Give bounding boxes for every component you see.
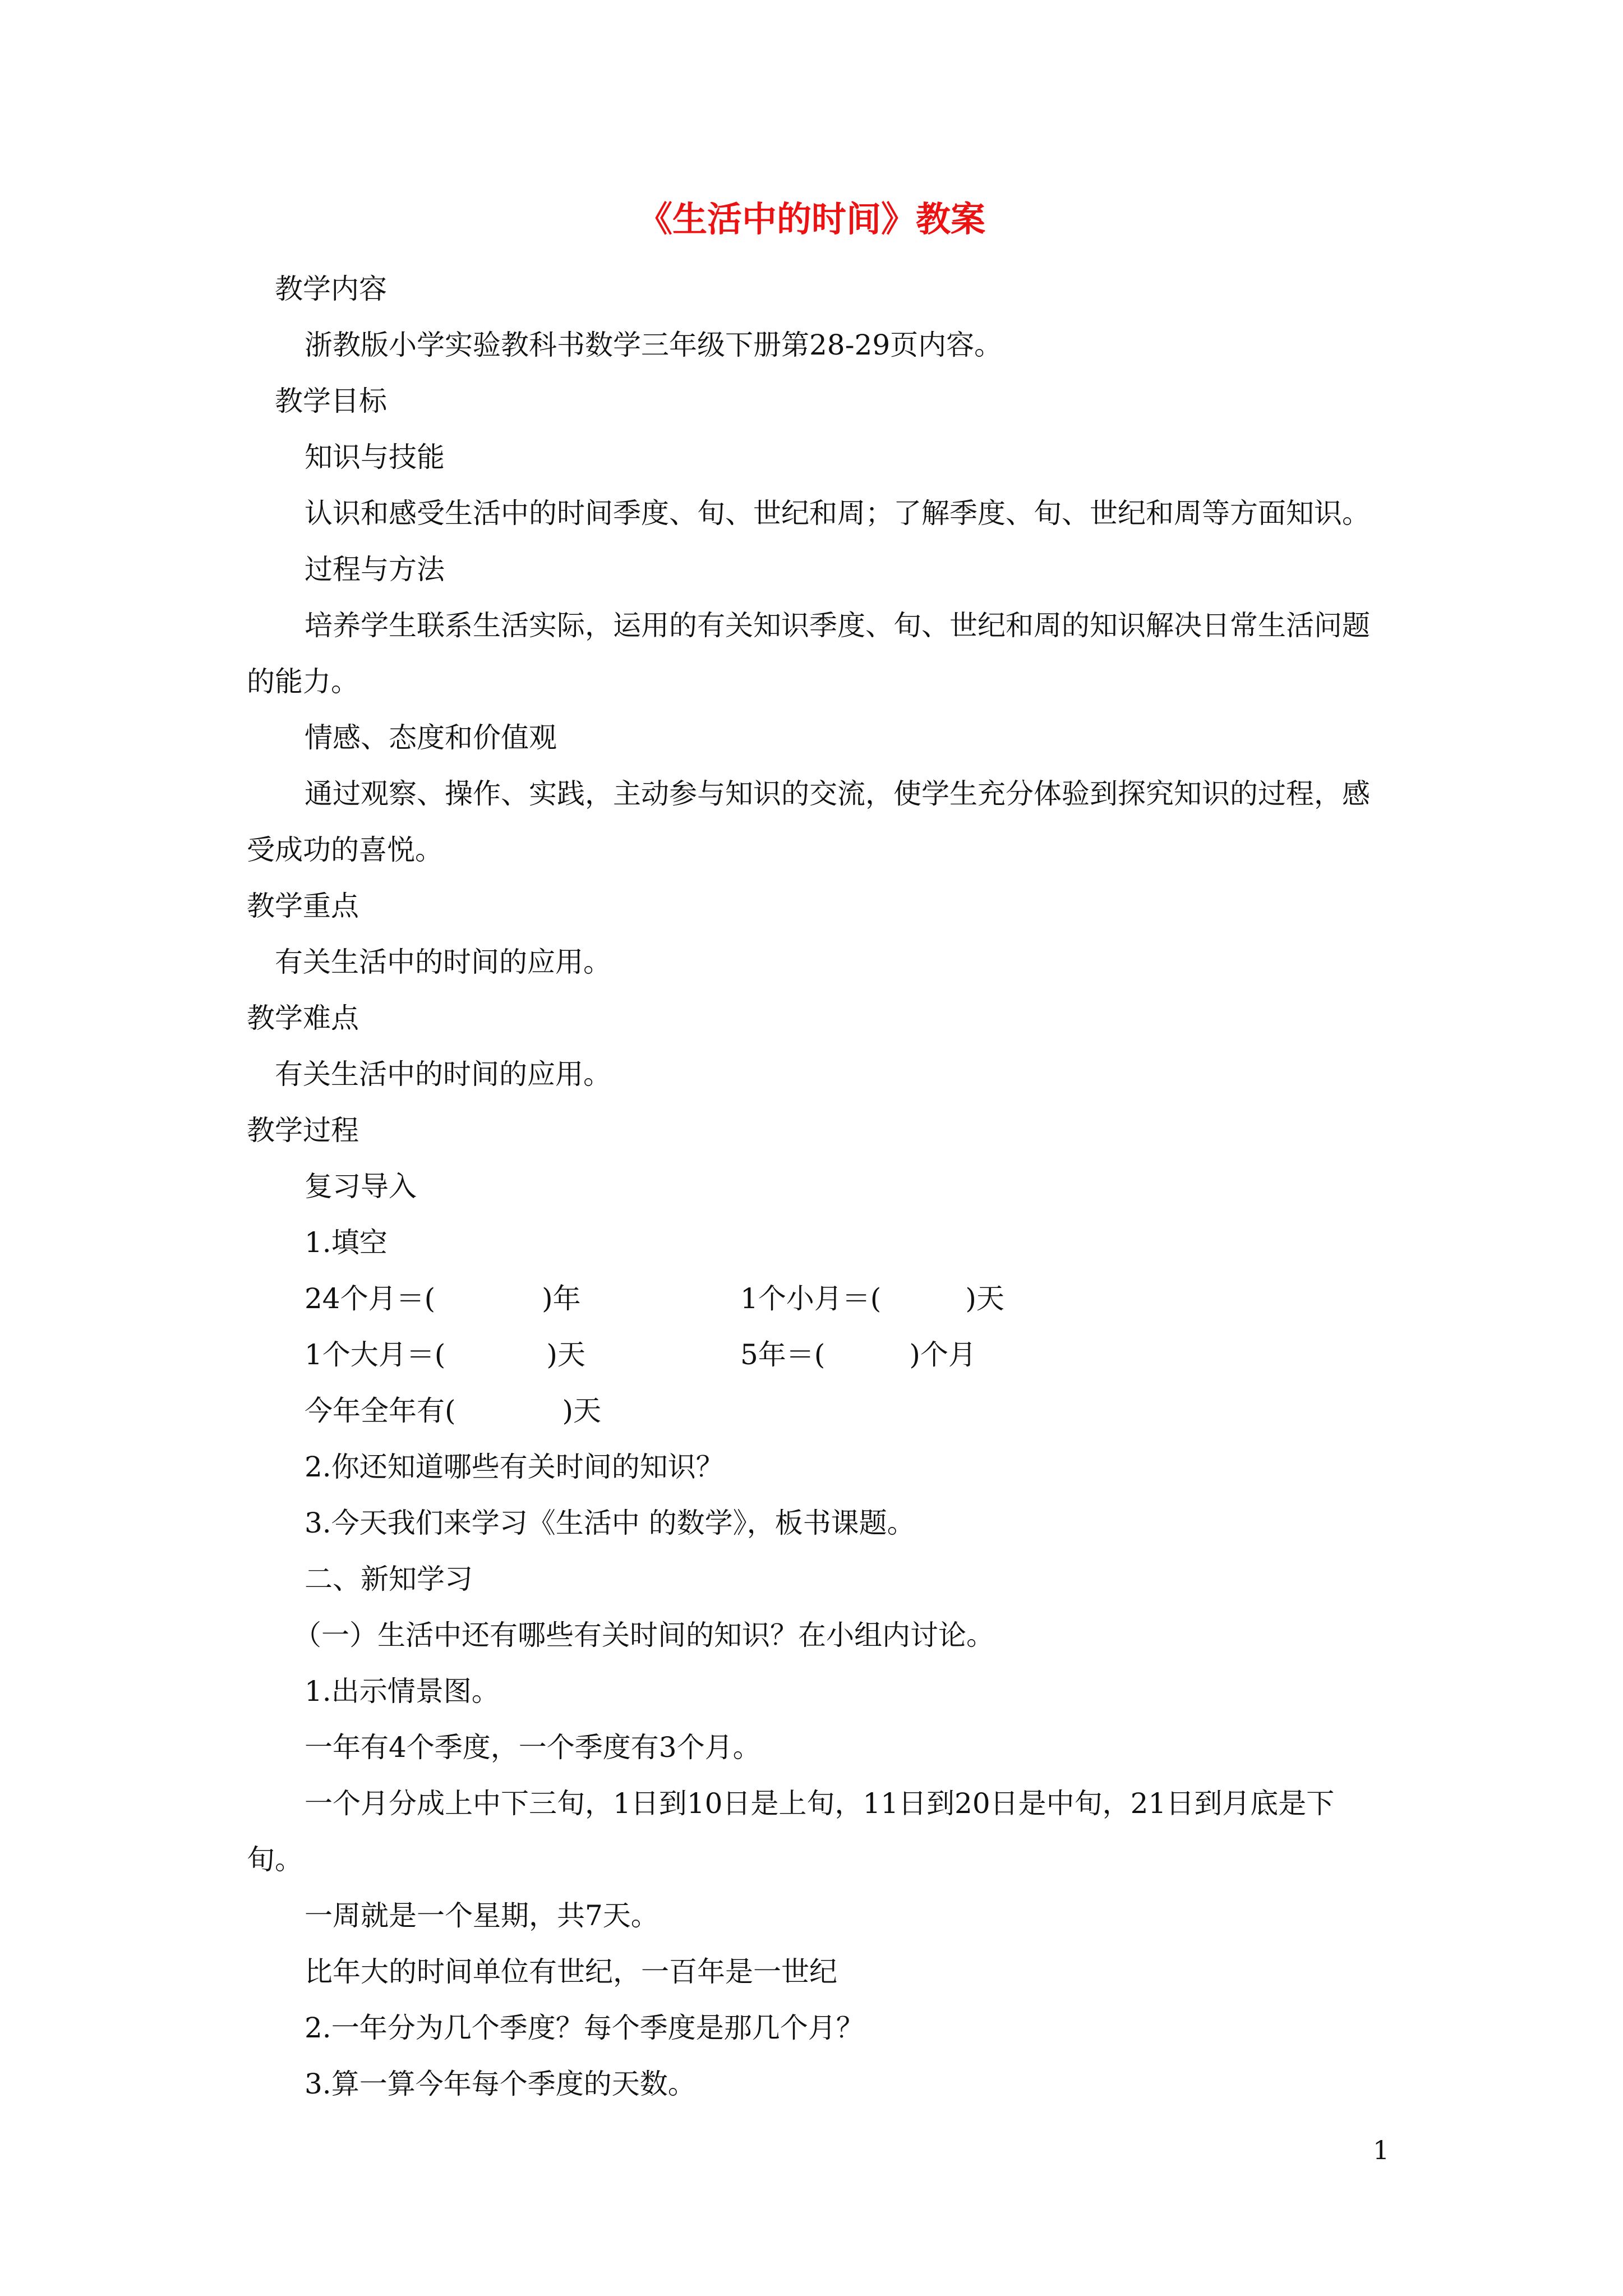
subheading-new-knowledge: 二、新知学习: [305, 1563, 473, 1595]
heading-teaching-goals: 教学目标: [275, 385, 387, 417]
text-difficulties: 有关生活中的时间的应用。: [275, 1058, 611, 1091]
fill-blank-item: 今年全年有( )天: [305, 1395, 602, 1427]
fill-blank-item: 1个大月＝( )天: [305, 1338, 585, 1371]
item-fill-in: 1.填空: [305, 1226, 388, 1259]
text-attitude-2: 受成功的喜悦。: [247, 834, 443, 866]
subheading-process: 过程与方法: [305, 553, 445, 586]
item-introduce-topic: 3.今天我们来学习《生活中 的数学》，板书课题。: [305, 1507, 915, 1539]
subheading-review: 复习导入: [305, 1170, 417, 1203]
text-week: 一周就是一个星期，共7天。: [305, 1899, 659, 1932]
item-show-picture: 1.出示情景图。: [305, 1675, 500, 1708]
heading-teaching-process: 教学过程: [247, 1114, 359, 1147]
text-teaching-content: 浙教版小学实验教科书数学三年级下册第28-29页内容。: [305, 329, 1003, 361]
item-quarter-question: 2.一年分为几个季度？每个季度是那几个月？: [305, 2012, 864, 2044]
text-process-1: 培养学生联系生活实际，运用的有关知识季度、旬、世纪和周的知识解决日常生活问题: [305, 609, 1370, 642]
subheading-knowledge: 知识与技能: [305, 441, 445, 473]
text-quarters: 一年有4个季度，一个季度有3个月。: [305, 1731, 761, 1764]
fill-blank-item: 1个小月＝( )天: [740, 1282, 1004, 1315]
text-attitude-1: 通过观察、操作、实践，主动参与知识的交流，使学生充分体验到探究知识的过程，感: [305, 777, 1370, 810]
text-century: 比年大的时间单位有世纪，一百年是一世纪: [305, 1955, 837, 1988]
document-title: 《生活中的时间》教案: [637, 199, 985, 240]
text-xun-1: 一个月分成上中下三旬，1日到10日是上旬，11日到20日是中旬，21日到月底是下: [305, 1787, 1335, 1820]
heading-difficulties: 教学难点: [247, 1002, 359, 1034]
fill-blank-item: 5年＝( )个月: [740, 1338, 976, 1371]
text-key-points: 有关生活中的时间的应用。: [275, 946, 611, 978]
item-quarter-days: 3.算一算今年每个季度的天数。: [305, 2068, 696, 2100]
page-number: 1: [1373, 2135, 1390, 2165]
item-group-discussion: （一）生活中还有哪些有关时间的知识？在小组内讨论。: [293, 1619, 994, 1651]
fill-blank-item: 24个月＝( )年: [305, 1282, 581, 1315]
text-process-2: 的能力。: [247, 665, 359, 698]
text-xun-2: 旬。: [247, 1843, 303, 1876]
text-knowledge: 认识和感受生活中的时间季度、旬、世纪和周；了解季度、旬、世纪和周等方面知识。: [305, 497, 1370, 530]
heading-key-points: 教学重点: [247, 890, 359, 922]
subheading-attitude: 情感、态度和价值观: [305, 721, 557, 754]
item-other-knowledge: 2.你还知道哪些有关时间的知识？: [305, 1451, 724, 1483]
heading-teaching-content: 教学内容: [275, 273, 387, 305]
